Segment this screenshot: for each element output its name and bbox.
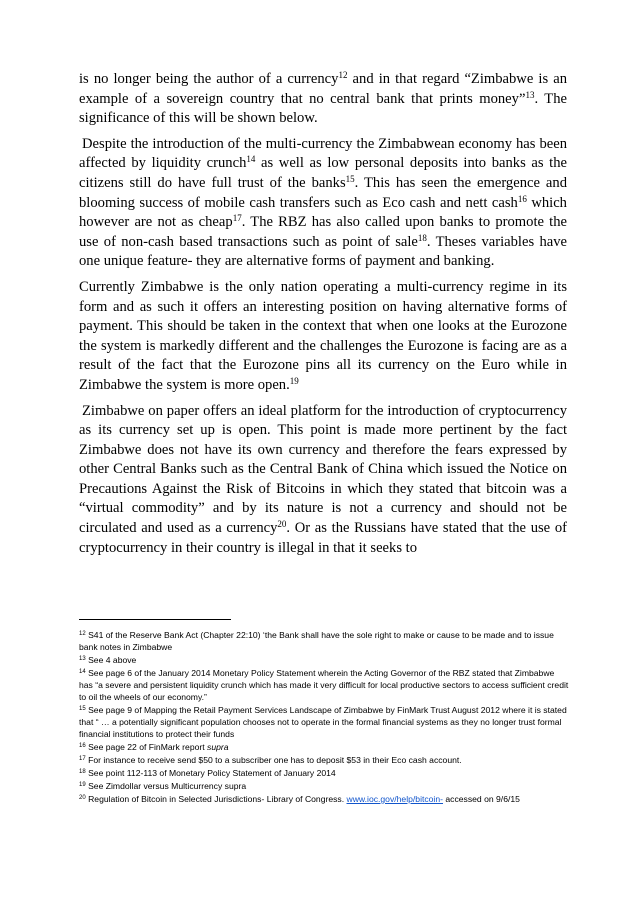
text-run: See point 112-113 of Monetary Policy Statement of January 2014 <box>88 768 336 778</box>
text-run: which however are not as cheap <box>79 194 567 231</box>
footnote-reference: 14 <box>246 154 256 165</box>
text-run: . Or as the Russians have stated that the use of cryptocurrency in their country is illegal in that it seeks to <box>79 520 567 556</box>
text-run: Despite the introduction of the multi-currency the Zimbabwean economy has been affected by liquidity crunch <box>79 135 567 172</box>
footnote-number: 12 <box>79 631 86 637</box>
footnote-reference: 12 <box>338 70 348 80</box>
paragraph <box>79 70 567 129</box>
footnote <box>79 754 569 766</box>
footnote-number: 13 <box>79 656 86 662</box>
text-run: See page 22 of FinMark report <box>88 742 208 752</box>
footnote-reference: 13 <box>525 89 535 100</box>
text-run: See Zimdollar versus Multicurrency supra <box>88 781 247 791</box>
text-run: S41 of the Reserve Bank Act (Chapter 22:10) ‘the Bank shall have the sole right to make or cause to be made and to issue bank notes in Zimbabwe <box>79 630 554 652</box>
text-run: See 4 above <box>88 655 137 665</box>
footnote <box>79 780 569 792</box>
footnote-separator <box>79 619 231 620</box>
text-run: accessed on 9/6/15 <box>443 794 520 804</box>
text-run: as well as low personal deposits into banks as the citizens still do have full trust of the banks <box>79 155 568 191</box>
body-text <box>79 70 567 564</box>
footnote-number: 17 <box>79 756 86 762</box>
text-run: . Theses variables have one unique feature- they are alternative forms of payment and banking. <box>79 233 567 270</box>
text-run: Currently Zimbabwe is the only nation operating a multi-currency regime in its form and as such it offers an interesting position on having alternative forms of payment. This should be taken in the context that when one looks at the Eurozone the system is markedly different and the challenges the Eurozone is facing are as a result of the fact that the Eurozone pins all its currency on the Euro while in Zimbabwe the system is more open. <box>79 278 567 393</box>
footnote-number: 19 <box>79 782 86 788</box>
text-run: . The significance of this will be shown below. <box>79 90 567 127</box>
footnote <box>79 629 569 653</box>
footnote <box>79 741 569 753</box>
footnote-reference: 16 <box>517 193 527 204</box>
footnotes <box>79 629 569 806</box>
footnote-reference: 18 <box>417 232 427 243</box>
footnote <box>79 667 569 703</box>
paragraph <box>79 135 567 272</box>
text-run: See page 9 of Mapping the Retail Payment Services Landscape of Zimbabwe by FinMark Trust August 2012 where it is stated that “ … a potentially significant population chooses not to operate in the formal financial systems as they no longer trust formal financial institutions to protect their funds <box>79 705 567 739</box>
paragraph <box>79 278 567 396</box>
footnote-number: 15 <box>79 706 86 712</box>
hyperlink[interactable]: www.ioc.gov/help/bitcoin- <box>346 794 443 804</box>
footnote-number: 20 <box>79 795 86 801</box>
paragraph <box>79 402 567 559</box>
footnote-number: 14 <box>79 669 86 675</box>
text-run: Regulation of Bitcoin in Selected Jurisdictions- Library of Congress. <box>88 794 347 804</box>
text-run: Zimbabwe on paper offers an ideal platform for the introduction of cryptocurrency as its currency set up is open. This point is made more pertinent by the fact Zimbabwe does not have its own currency and therefore the fears expressed by other Central Banks such as the Central Bank of China which issued the Notice on Precautions Against the Risk of Bitcoins in which they stated that bitcoin was a “virtual commodity” and by its nature is not a currency and should not be circulated and used as a currency <box>79 402 567 537</box>
footnote <box>79 654 569 666</box>
footnote-reference: 19 <box>289 375 299 386</box>
footnote <box>79 793 569 805</box>
footnote-number: 18 <box>79 769 86 775</box>
text-run: . This has seen the emergence and blooming success of mobile cash transfers such as Eco cash and nett cash <box>79 174 567 211</box>
italic-text: supra <box>207 742 229 752</box>
footnote-reference: 20 <box>277 519 287 530</box>
text-run: and in that regard “Zimbabwe is an example of a sovereign country that no central bank that prints money” <box>79 71 567 107</box>
text-run: For instance to receive send $50 to a subscriber one has to deposit $53 in their Eco cash account. <box>88 755 462 765</box>
text-run: . The RBZ has also called upon banks to promote the use of non-cash based transactions such as point of sale <box>79 214 568 250</box>
footnote-reference: 15 <box>345 173 355 184</box>
text-run: is no longer being the author of a currency <box>79 71 339 87</box>
text-run: See page 6 of the January 2014 Monetary Policy Statement wherein the Acting Governor of the RBZ stated that Zimbabwe has “a severe and persistent liquidity crunch which has made it very difficult for local productive sectors to access sufficient credit to oil the wheels of our economy.” <box>79 668 569 702</box>
footnote-reference: 17 <box>232 213 242 224</box>
footnote-number: 16 <box>79 743 86 749</box>
footnote <box>79 704 569 740</box>
footnote <box>79 767 569 779</box>
